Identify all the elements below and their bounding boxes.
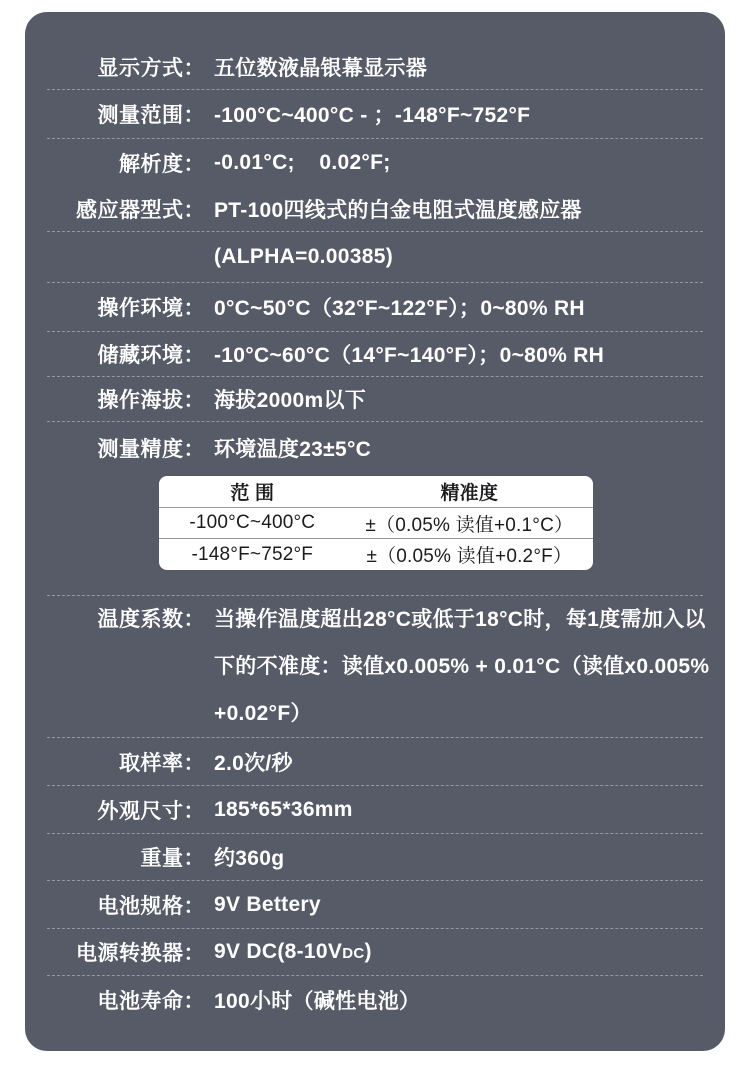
spec-value-line: 当操作温度超出28°C或低于18°C时，每1度需加入以 [214,608,706,631]
spec-value: 2.0次/秒 [214,751,293,775]
spec-label: 显示方式： [97,57,205,80]
spec-value-line: 下的不准度：读值x0.005% + 0.01°C（读值x0.005% [214,655,710,678]
spec-value: 海拔2000m以下 [214,389,367,412]
spec-row-display-mode [25,45,725,89]
spec-value-text: 9V DC(8-10V [214,940,343,963]
spec-value: -100°C~400°C - ；-148°F~752°F [214,104,531,127]
spec-value: 185*65*36mm [214,797,353,821]
row-divider [47,595,703,596]
spec-row-temp-coefficient [25,596,725,737]
spec-label: 操作海拔： [97,389,205,412]
spec-label: 操作环境： [97,297,205,320]
row-divider [47,138,703,139]
spec-label: 温度系数： [97,608,205,631]
row-divider [47,282,703,283]
row-divider [47,421,703,422]
spec-row-measure-range [25,90,725,138]
spec-value: 环境温度23±5°C [214,438,372,461]
spec-card [25,12,725,1051]
row-divider [47,880,703,881]
accuracy-table [159,476,593,570]
spec-row-sensor-type [25,187,725,231]
spec-row-resolution [25,139,725,187]
row-divider [47,376,703,377]
spec-value: 9V Bettery [214,892,321,916]
accuracy-table-row-fahrenheit [159,539,593,570]
row-divider [47,89,703,90]
spec-value-smallcaps: DC [342,945,365,962]
spec-label: 感应器型式： [76,199,205,222]
spec-row-operating-env [25,283,725,331]
spec-label: 解析度： [119,153,205,176]
spec-row-battery-spec [25,881,725,928]
row-divider [47,785,703,786]
accuracy-table-cell: -148°F~752°F [191,543,314,565]
spec-label: 外观尺寸： [97,799,205,823]
spec-value: -0.01°C; 0.02°F; [214,151,391,174]
row-divider [47,833,703,834]
row-divider [47,737,703,738]
row-divider [47,975,703,976]
spec-value: 五位数液晶银幕显示器 [214,57,427,80]
spec-row-alpha [25,232,725,282]
row-divider [47,231,703,232]
spec-label: 测量精度： [97,438,205,461]
accuracy-table-cell: ±（0.05% 读值+0.2°F） [366,546,573,568]
spec-value [214,940,372,964]
spec-value: 约360g [214,847,285,870]
spec-row-operating-altitude [25,377,725,421]
spec-label: 取样率： [119,751,205,775]
spec-row-accuracy [25,422,725,474]
spec-label: 测量范围： [97,104,205,127]
spec-row-battery-life [25,976,725,1023]
spec-value: 100小时（碱性电池） [214,989,421,1013]
spec-row-sampling-rate [25,738,725,785]
spec-value [214,596,709,737]
accuracy-table-header-range: 范 围 [230,482,275,504]
spec-label: 重量： [140,847,205,870]
spec-value-text: ) [364,940,372,963]
spec-label: 储藏环境： [97,344,205,367]
row-divider [47,331,703,332]
spec-row-weight [25,834,725,880]
spec-row-storage-env [25,332,725,376]
spec-label: 电池规格： [97,894,205,918]
spec-value: PT-100四线式的白金电阻式温度感应器 [214,199,582,222]
spec-row-dimensions [25,786,725,833]
spec-value: 0°C~50°C（32°F~122°F）；0~80% RH [214,297,585,320]
accuracy-table-header-row [159,476,593,508]
accuracy-table-cell: -100°C~400°C [189,512,316,533]
spec-value: (ALPHA=0.00385) [214,245,393,268]
accuracy-table-header-accuracy: 精准度 [440,482,499,504]
accuracy-table-cell: ±（0.05% 读值+0.1°C） [365,514,574,536]
spec-value-line: +0.02°F） [214,702,312,725]
spec-value: -10°C~60°C（14°F~140°F）；0~80% RH [214,344,605,367]
spec-label: 电源转换器： [76,942,205,965]
accuracy-table-row-celsius [159,508,593,540]
row-divider [47,928,703,929]
spec-row-power-adapter [25,929,725,975]
spec-label: 电池寿命： [97,989,205,1013]
